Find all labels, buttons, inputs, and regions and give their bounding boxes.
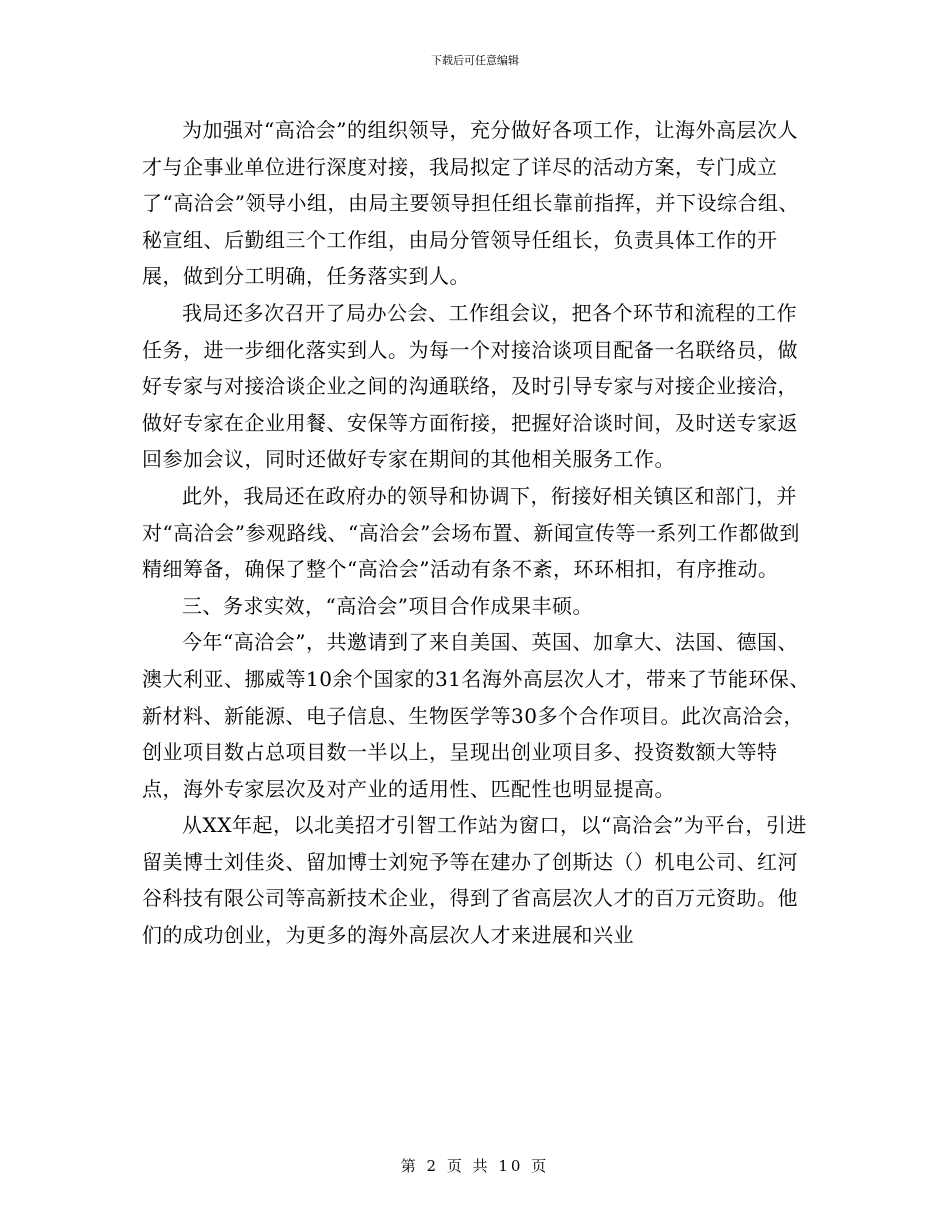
page-header: 下载后可任意编辑 <box>431 54 519 67</box>
section-heading: 三、务求实效，“高洽会”项目合作成果丰硕。 <box>182 593 593 618</box>
page-number-footer: 第 2 页 共 10 页 <box>400 1157 550 1175</box>
paragraph-5: 从XX年起，以北美招才引智工作站为窗口，以“高洽会”为平台，引进留美博士刘佳炎、留加博士刘宛予等在建办了创斯达（）机电公司、红河谷科技有限公司等高新技术企业，得到了省高层次人才的百万元资助。他们的成功创业，为更多的海外高层次人才来进展和兴业 <box>142 813 807 948</box>
paragraph-1: 为加强对“高洽会”的组织领导，充分做好各项工作，让海外高层次人才与企事业单位进行深度对接，我局拟定了详尽的活动方案，专门成立了“高洽会”领导小组，由局主要领导担任组长靠前指挥，并下设综合组、秘宣组、后勤组三个工作组，由局分管领导任组长，负责具体工作的开展，做到分工明确，任务落实到人。 <box>142 118 799 289</box>
paragraph-4: 今年“高洽会”，共邀请到了来自美国、英国、加拿大、法国、德国、澳大利亚、挪威等10余个国家的31名海外高层次人才，带来了节能环保、新材料、新能源、电子信息、生物医学等30多个合作项目。此次高洽会，创业项目数占总项目数一半以上，呈现出创业项目多、投资数额大等特点，海外专家层次及对产业的适用性、匹配性也明显提高。 <box>142 630 810 801</box>
document-body <box>142 112 814 954</box>
paragraph-3: 此外，我局还在政府办的领导和协调下，衔接好相关镇区和部门，并对“高洽会”参观路线、“高洽会”会场布置、新闻宣传等一系列工作都做到精细筹备，确保了整个“高洽会”活动有条不紊，环环相扣，有序推动。 <box>142 483 800 582</box>
paragraph-2: 我局还多次召开了局办公会、工作组会议，把各个环节和流程的工作任务，进一步细化落实到人。为每一个对接洽谈项目配备一名联络员，做好专家与对接洽谈企业之间的沟通联络，及时引导专家与对接企业接洽，做好专家在企业用餐、安保等方面衔接，把握好洽谈时间，及时送专家返回参加会议，同时还做好专家在期间的其他相关服务工作。 <box>142 300 798 472</box>
